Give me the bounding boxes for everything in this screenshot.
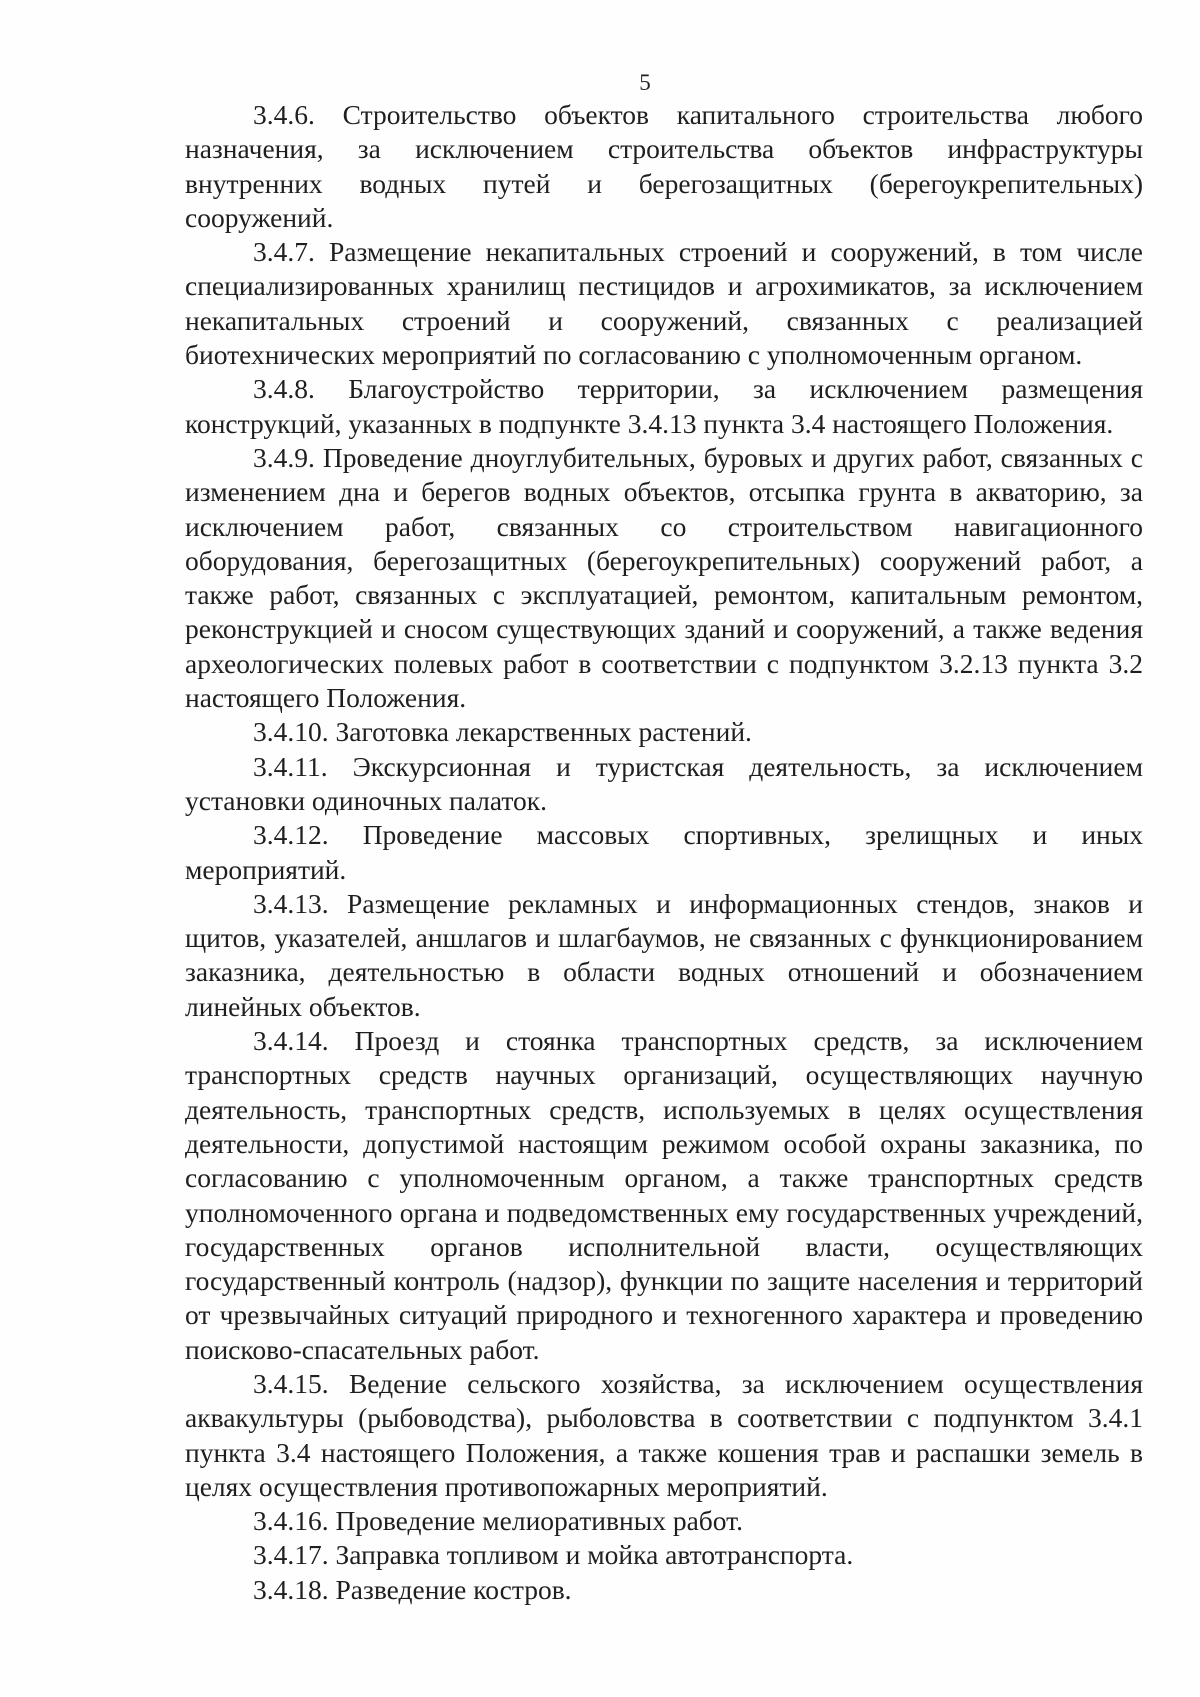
- clause-text: Экскурсионная и туристская деятельность, за исключением установки одиночных палаток.: [185, 750, 1143, 816]
- clause-3-4-15: [185, 1367, 1143, 1504]
- clause-text: Разведение костров.: [335, 1573, 572, 1605]
- clause-text: Заготовка лекарственных растений.: [335, 716, 752, 748]
- clause-number: 3.4.13.: [253, 887, 329, 919]
- clause-number: 3.4.16.: [253, 1505, 329, 1537]
- document-body: [185, 98, 1143, 1607]
- clause-text: Строительство объектов капитального строительства любого назначения, за исключением строительства объектов инфраструктуры внутренних водных путей и берегозащитных (берегоукрепительных) сооружений.: [185, 99, 1143, 233]
- clause-text: Проезд и стоянка транспортных средств, за исключением транспортных средств научных организаций, осуществляющих научную деятельность, транспортных средств, используемых в целях осуществления деятельности, допустимой настоящим режимом особой охраны заказника, по согласованию с уполномоченным органом, а также транспортных средств уполномоченного органа и подведомственных ему государственных учреждений, государственных органов исполнительной власти, осуществляющих государственный контроль (надзор), функции по защите населения и территорий от чрезвычайных ситуаций природного и техногенного характера и проведению поисково-спасательных работ.: [185, 1025, 1143, 1365]
- clause-number: 3.4.8.: [253, 373, 315, 405]
- clause-number: 3.4.14.: [253, 1025, 329, 1057]
- clause-text: Размещение рекламных и информационных стендов, знаков и щитов, указателей, аншлагов и шлагбаумов, не связанных с функционированием заказника, деятельностью в области водных отношений и обозначением линейных объектов.: [185, 887, 1143, 1022]
- clause-text: Ведение сельского хозяйства, за исключением осуществления аквакультуры (рыбоводства), рыболовства в соответствии с подпунктом 3.4.1 пункта 3.4 настоящего Положения, а также кошения трав и распашки земель в целях осуществления противопожарных мероприятий.: [185, 1367, 1143, 1502]
- clause-number: 3.4.15.: [253, 1367, 329, 1399]
- clause-3-4-12: [185, 818, 1143, 887]
- clause-3-4-16: [185, 1504, 1143, 1538]
- clause-text: Проведение мелиоративных работ.: [335, 1505, 743, 1537]
- clause-3-4-9: [185, 441, 1143, 715]
- clause-text: Заправка топливом и мойка автотранспорта.: [335, 1539, 854, 1571]
- clause-text: Проведение массовых спортивных, зрелищных и иных мероприятий.: [185, 819, 1143, 885]
- clause-3-4-11: [185, 750, 1143, 819]
- clause-number: 3.4.18.: [253, 1573, 329, 1605]
- clause-3-4-10: [185, 715, 1143, 749]
- clause-number: 3.4.10.: [253, 716, 329, 748]
- clause-number: 3.4.12.: [253, 819, 329, 851]
- clause-text: Размещение некапитальных строений и сооружений, в том числе специализированных хранилищ пестицидов и агрохимикатов, за исключением некапитальных строений и сооружений, связанных с реализацией биотехнических мероприятий по согласованию с уполномоченным органом.: [185, 236, 1143, 371]
- clause-3-4-8: [185, 372, 1143, 441]
- clause-3-4-17: [185, 1538, 1143, 1572]
- clause-3-4-14: [185, 1024, 1143, 1367]
- clause-number: 3.4.17.: [253, 1539, 329, 1571]
- clause-number: 3.4.9.: [253, 441, 315, 473]
- clause-3-4-18: [185, 1573, 1143, 1607]
- clause-number: 3.4.6.: [253, 99, 315, 130]
- clause-3-4-6: [185, 98, 1143, 235]
- page-number: 5: [639, 70, 651, 95]
- clause-text: Проведение дноуглубительных, буровых и других работ, связанных с изменением дна и берегов водных объектов, отсыпка грунта в акваторию, за исключением работ, связанных со строительством навигационного оборудования, берегозащитных (берегоукрепительных) сооружений работ, а также работ, связанных с эксплуатацией, ремонтом, капитальным ремонтом, реконструкцией и сносом существующих зданий и сооружений, а также ведения археологических полевых работ в соответствии с подпунктом 3.2.13 пункта 3.2 настоящего Положения.: [185, 441, 1144, 714]
- clause-number: 3.4.7.: [253, 236, 315, 268]
- clause-3-4-13: [185, 887, 1143, 1024]
- clause-number: 3.4.11.: [253, 750, 328, 782]
- clause-3-4-7: [185, 235, 1143, 372]
- clause-text: Благоустройство территории, за исключением размещения конструкций, указанных в подпункте 3.4.13 пункта 3.4 настоящего Положения.: [185, 373, 1143, 439]
